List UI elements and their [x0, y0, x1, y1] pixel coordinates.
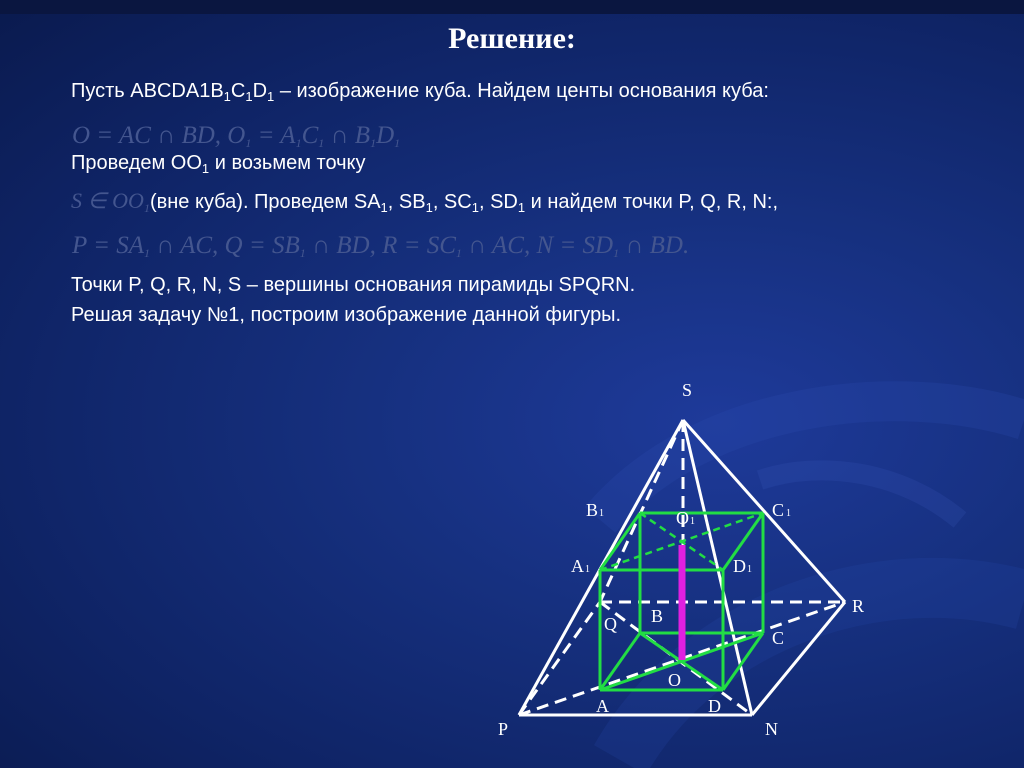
line-pyramid-vertices: Точки P, Q, R, N, S – вершины основания пирамиды SPQRN.: [71, 274, 636, 296]
label-C1: C: [772, 500, 785, 520]
label-O1: O: [676, 508, 689, 528]
label-D: D: [708, 696, 721, 716]
label-A1: A: [571, 556, 584, 576]
label-D1: D: [733, 556, 746, 576]
label-Q: Q: [604, 614, 617, 634]
page-title: Решение:: [448, 22, 576, 55]
label-R: R: [852, 596, 865, 616]
label-N: N: [765, 719, 778, 739]
label-D1-sub: 1: [747, 564, 752, 575]
label-A1-sub: 1: [585, 564, 590, 575]
line-draw-segments: S ∈ $OO_1(вне$ куба). Проведем $SA_1$, $SB_1$, $SC_1$, $SD_1$ и найдем точки P, Q, R, N:,: [71, 188, 778, 215]
label-P: P: [498, 719, 509, 739]
label-B: B: [651, 606, 664, 626]
line-construct-figure: Решая задачу №1, построим изображение данной фигуры.: [71, 304, 622, 326]
label-C1-sub: 1: [786, 508, 791, 519]
label-A: A: [596, 696, 609, 716]
label-B1: B: [586, 500, 599, 520]
edge-PQ: [519, 602, 600, 715]
label-O1-sub: 1: [690, 516, 695, 527]
formula-intersections: $P = SA_1$ ∩ AC, $Q = SB_1$ ∩ BD, $R = SC_1$ ∩ AC, $N = SD_1$ ∩ BD.: [72, 232, 690, 260]
formula-centers: O = AC ∩ BD, $O_1 = A_1C_1$ ∩ $B_1D_1$: [72, 122, 401, 150]
label-B1-sub: 1: [599, 508, 604, 519]
line-cube-definition: Пусть $ABCDA1B_1C_1D_1$ – изображение куба. Найдем центы основания куба:: [71, 80, 769, 104]
line-take-point: Проведем $OO_1$ и возьмем точку: [71, 152, 366, 176]
label-S: S: [682, 380, 693, 400]
label-O: O: [668, 670, 681, 690]
label-C: C: [772, 628, 785, 648]
